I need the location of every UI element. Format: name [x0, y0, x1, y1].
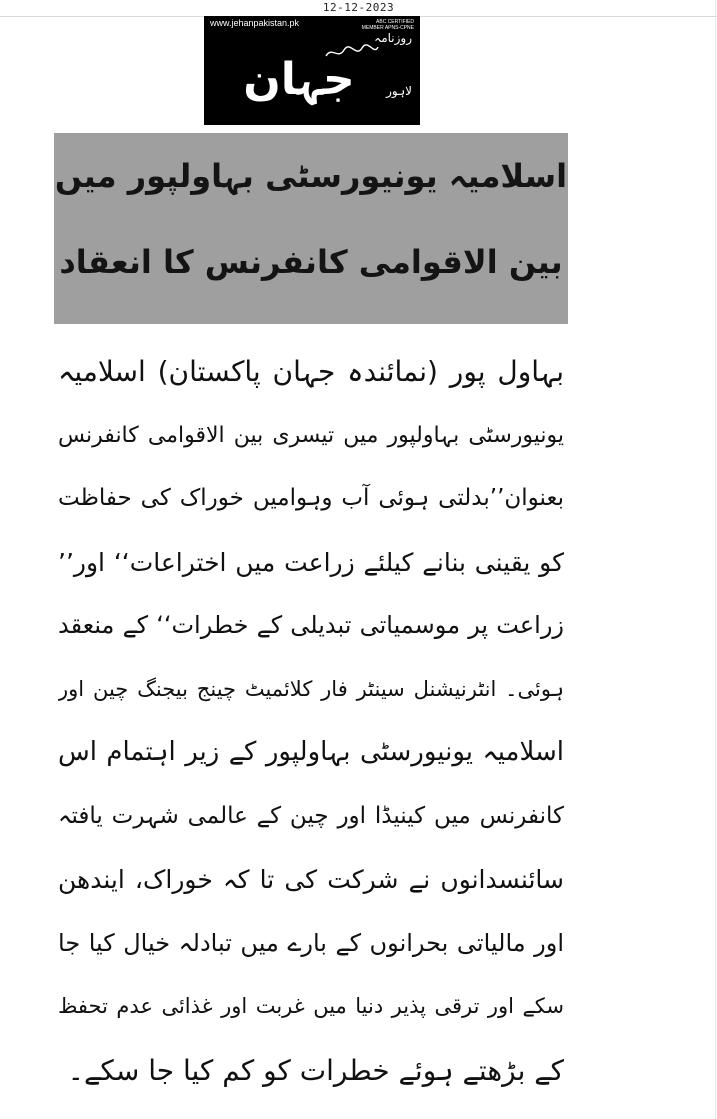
- article-line: کو یقینی بنانے کیلئے زراعت میں اختراعات‘‘ اور’’: [58, 547, 564, 577]
- masthead-roznama: روزنامہ: [374, 31, 412, 45]
- clipping-date: 12-12-2023: [322, 1, 395, 14]
- headline-box: [54, 133, 568, 324]
- masthead-url: www.jehanpakistan.pk: [210, 18, 300, 28]
- article-line: ہوئی۔ انٹرنیشنل سینٹر فار کلائمیٹ چینج بیجنگ چین اور: [58, 676, 564, 701]
- article-body: [58, 340, 564, 1102]
- article-line: سکے اور ترقی پذیر دنیا میں غربت اور غذائی عدم تحفظ: [58, 994, 564, 1018]
- abc-line-2: MEMBER APNS-CPNE: [361, 25, 414, 31]
- newspaper-masthead: [204, 16, 420, 125]
- headline-line-2: بین الاقوامی کانفرنس کا انعقاد: [59, 243, 563, 281]
- article-line: اور مالیاتی بحرانوں کے بارے میں تبادلہ خیال کیا جا: [58, 928, 564, 957]
- article-line: اسلامیہ یونیورسٹی بہاولپور کے زیر اہتمام اس: [58, 737, 564, 767]
- abc-certified-badge: [362, 19, 414, 31]
- article-line: بعنوان’’بدلتی ہوئی آب وہوامیں خوراک کی حفاظت: [58, 485, 564, 511]
- article-line: سائنسدانوں نے شرکت کی تا کہ خوراک، ایندھن: [58, 865, 564, 894]
- masthead-title: جہان: [243, 54, 355, 105]
- article-line: کانفرنس میں کینیڈا اور چین کے عالمی شہرت یافتہ: [58, 802, 564, 829]
- article-line: زراعت پر موسمیاتی تبدیلی کے خطرات‘‘ کے منعقد: [58, 611, 564, 639]
- article-line: یونیورسٹی بہاولپور میں تیسری بین الاقوامی کانفرنس: [58, 422, 564, 448]
- article-line: کے بڑھتے ہوئے خطرات کو کم کیا جا سکے۔: [67, 1053, 564, 1087]
- abc-line-1: ABC CERTIFIED: [376, 19, 414, 25]
- article-line: بہاول پور (نمائندہ جہان پاکستان) اسلامیہ: [58, 355, 564, 388]
- headline-line-1: اسلامیہ یونیورسٹی بہاولپور میں: [54, 157, 568, 195]
- page-edge-rule: [715, 0, 716, 1119]
- masthead-city: لاہور: [386, 84, 412, 98]
